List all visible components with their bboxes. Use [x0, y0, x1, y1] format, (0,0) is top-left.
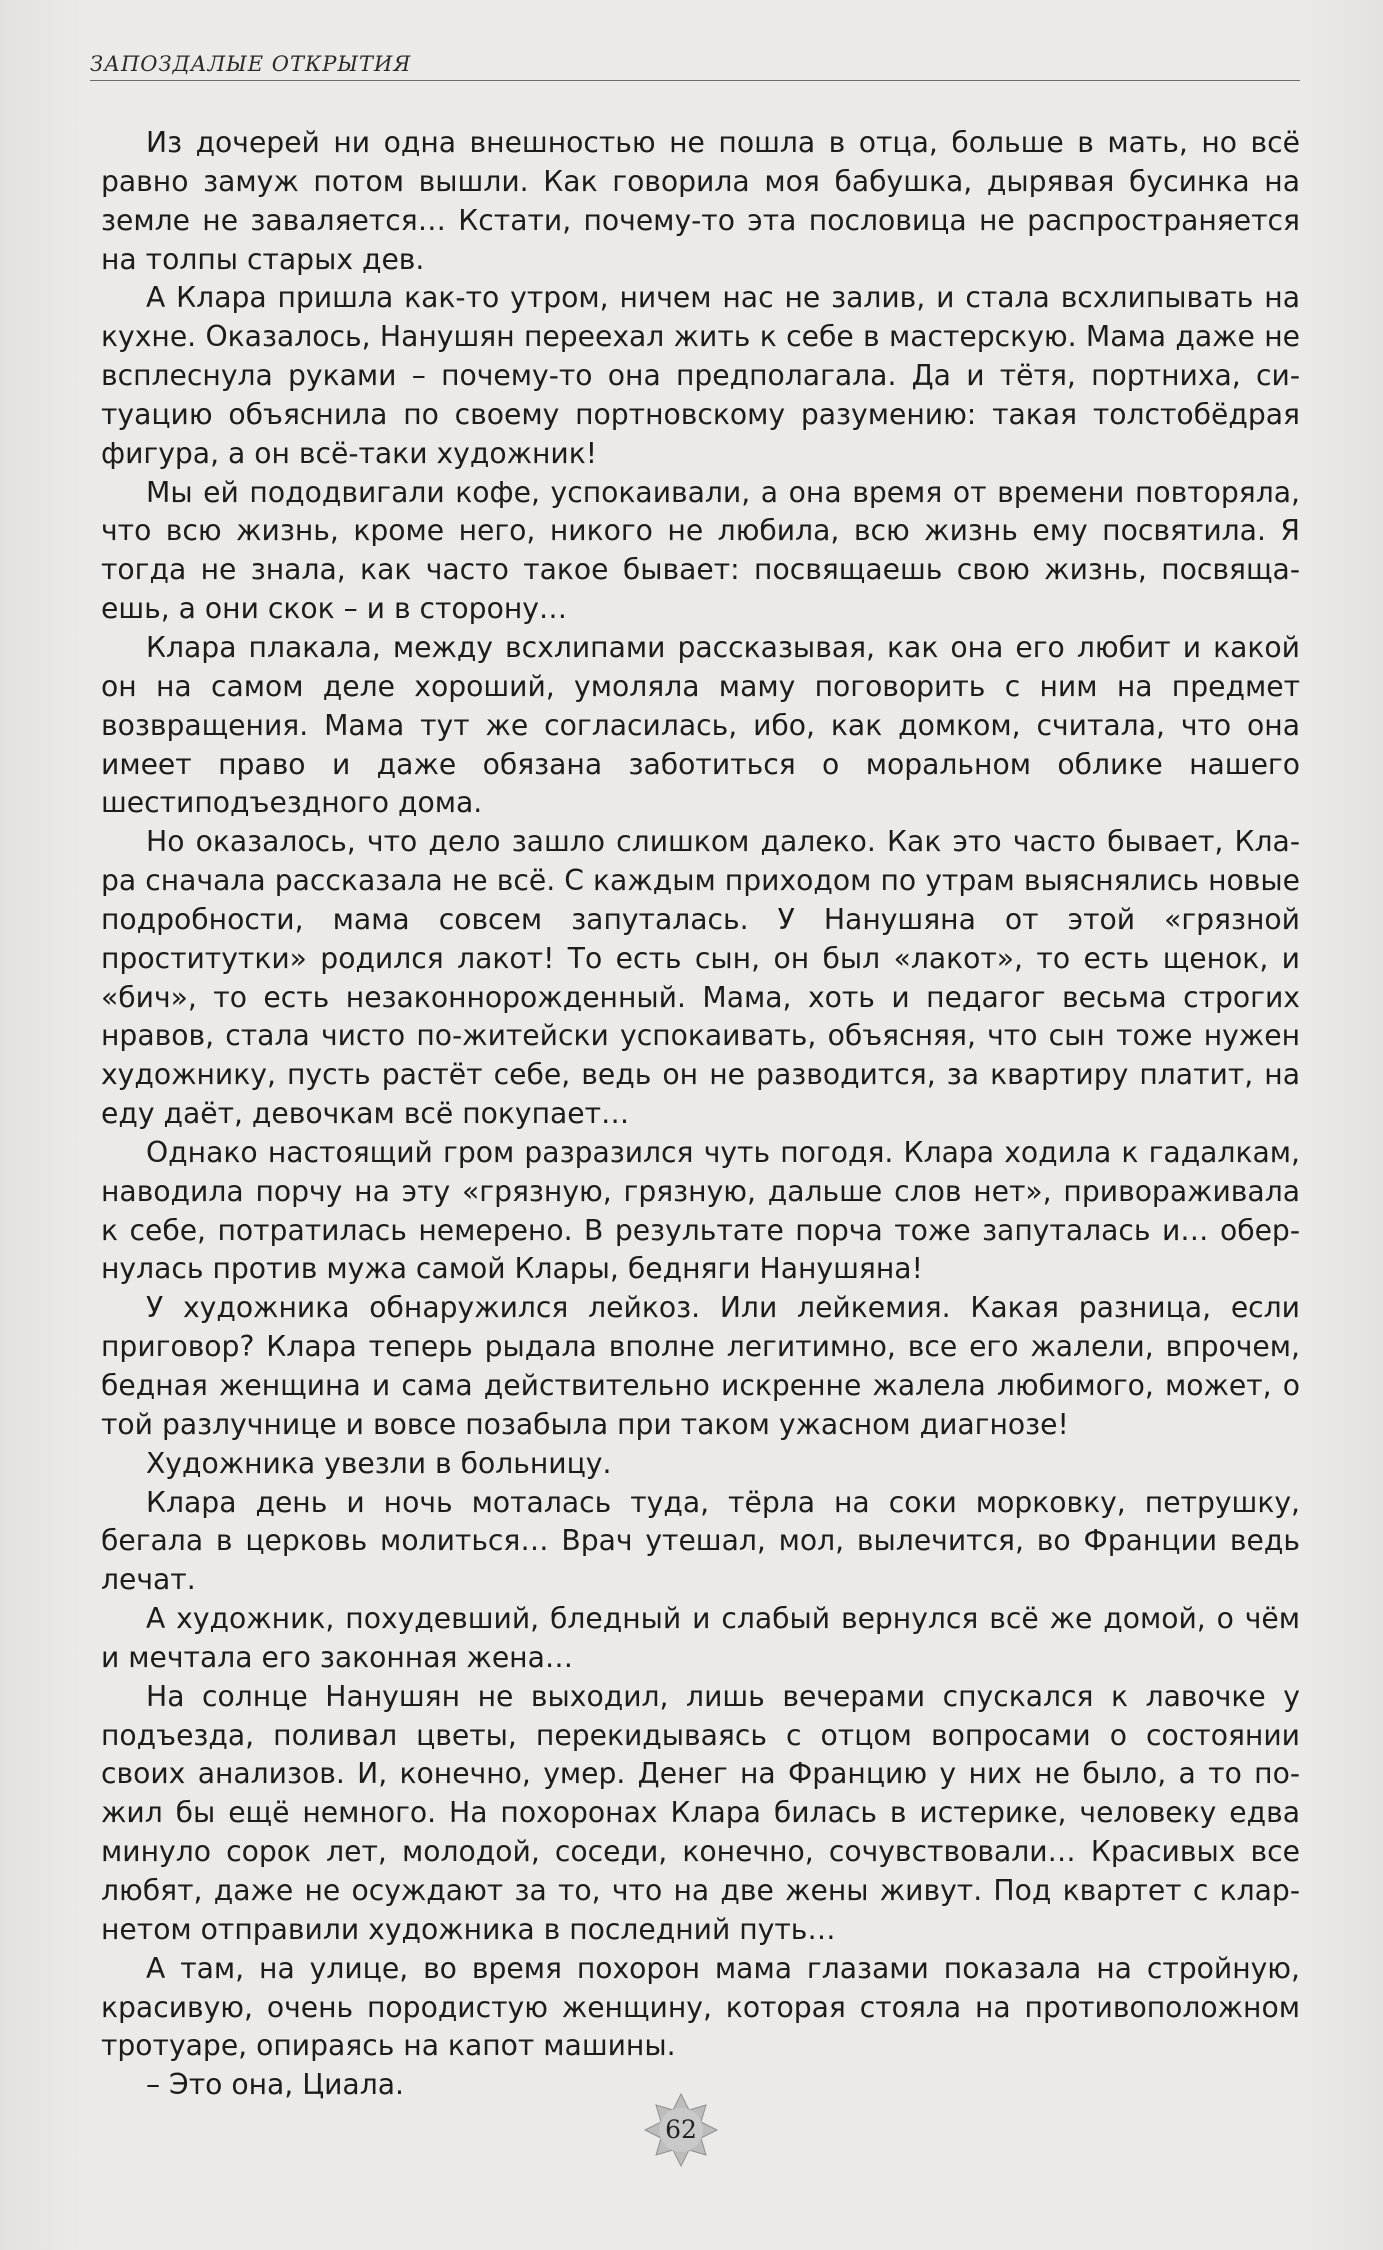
body-text — [101, 124, 1300, 2105]
paragraph: Из дочерей ни одна внешностью не пошла в отца, больше в мать, но всё равно замуж потом вышли. Как говорила моя бабушка, дырявая бусинка на земле не заваляется… Кстати, почему-то эта пословица не распространяется на толпы старых дев. — [101, 126, 1300, 276]
page-number: 62 — [665, 2115, 697, 2144]
paragraph: У художника обнаружился лейкоз. Или лейкемия. Какая разница, если приговор? Клара теперь рыдала вполне легитимно, все его жалели, впрочем, бедная женщина и сама действительно искренне жалела любимого, может, о той разлучнице и вовсе позабыла при таком ужасном диагнозе! — [101, 1291, 1300, 1441]
paragraph: На солнце Нанушян не выходил, лишь вечерами спускался к лавочке у подъезда, поливал цветы, перекидываясь с отцом вопросами о состоянии своих анализов. И, конечно, умер. Денег на Францию у них не было, а то пожил бы ещё немного. На похоронах Клара билась в истерике, человеку едва минуло сорок лет, молодой, соседи, конечно, сочувствовали… Красивых все любят, даже не осуждают за то, что на две жены живут. Под квартет с кларнетом отправили художника в последний путь… — [101, 1679, 1300, 1946]
paragraph: А Клара пришла как-то утром, ничем нас не залив, и стала всхлипывать на кухне. Оказалось, Нанушян переехал жить к себе в мастерскую. Мама даже не всплеснула руками – почему-то она предполагала. Да и тётя, портниха, ситуацию объяснила по своему портновскому разумению: такая толстобёдрая фигура, а он всё-таки художник! — [101, 281, 1300, 470]
running-title: ЗАПОЗДАЛЫЕ ОТКРЫТИЯ — [90, 52, 412, 76]
paragraph: Но оказалось, что дело зашло слишком далеко. Как это часто бывает, Клара сначала рассказала не всё. С каждым приходом по утрам выяснялись новые подробности, мама совсем запуталась. У Нанушяна от этой «грязной проститутки» родился лакот! То есть сын, он был «лакот», то есть щенок, и «бич», то есть незаконнорожденный. Мама, хоть и педагог весьма строгих нравов, стала чисто по-житейски успокаивать, объясняя, что сын тоже нужен художнику, пусть растёт себе, ведь он не разводится, за квартиру платит, на еду даёт, девочкам всё покупает… — [101, 825, 1300, 1131]
paragraph: Однако настоящий гром разразился чуть погодя. Клара ходила к гадалкам, наводила порчу на эту «грязную, грязную, дальше слов нет», привораживала к себе, потратилась немерено. В результате порча тоже запуталась и… обернулась против мужа самой Клары, бедняги Нанушяна! — [101, 1135, 1300, 1286]
paragraph: А там, на улице, во время похорон мама глазами показала на стройную, красивую, очень породистую женщину, которая стояла на противоположном тротуаре, опираясь на капот машины. — [101, 1951, 1300, 2063]
paragraph: – Это она, Циала. — [146, 2068, 404, 2102]
paragraph: Мы ей пододвигали кофе, успокаивали, а она время от времени повторяла, что всю жизнь, кроме него, никого не любила, всю жизнь ему посвятила. Я тогда не знала, как часто такое бывает: посвящаешь свою жизнь, посвящаешь, а они скок – и в сторону… — [101, 475, 1300, 626]
paragraph: А художник, похудевший, бледный и слабый вернулся всё же домой, о чём и мечтала его законная жена… — [101, 1602, 1300, 1674]
paragraph: Клара плакала, между всхлипами рассказывая, как она его любит и какой он на самом деле хороший, умоляла маму поговорить с ним на предмет возвращения. Мама тут же согласилась, ибо, как домком, считала, что она имеет право и даже обязана заботиться о моральном облике нашего шестиподъездного дома. — [101, 630, 1300, 820]
page-number-badge — [641, 2090, 721, 2170]
header-rule — [90, 80, 1300, 81]
paragraph: Художника увезли в больницу. — [146, 1446, 612, 1480]
paragraph: Клара день и ночь моталась туда, тёрла на соки морковку, петрушку, бегала в церковь молиться… Врач утешал, мол, вылечится, во Франции ведь лечат. — [101, 1485, 1300, 1597]
